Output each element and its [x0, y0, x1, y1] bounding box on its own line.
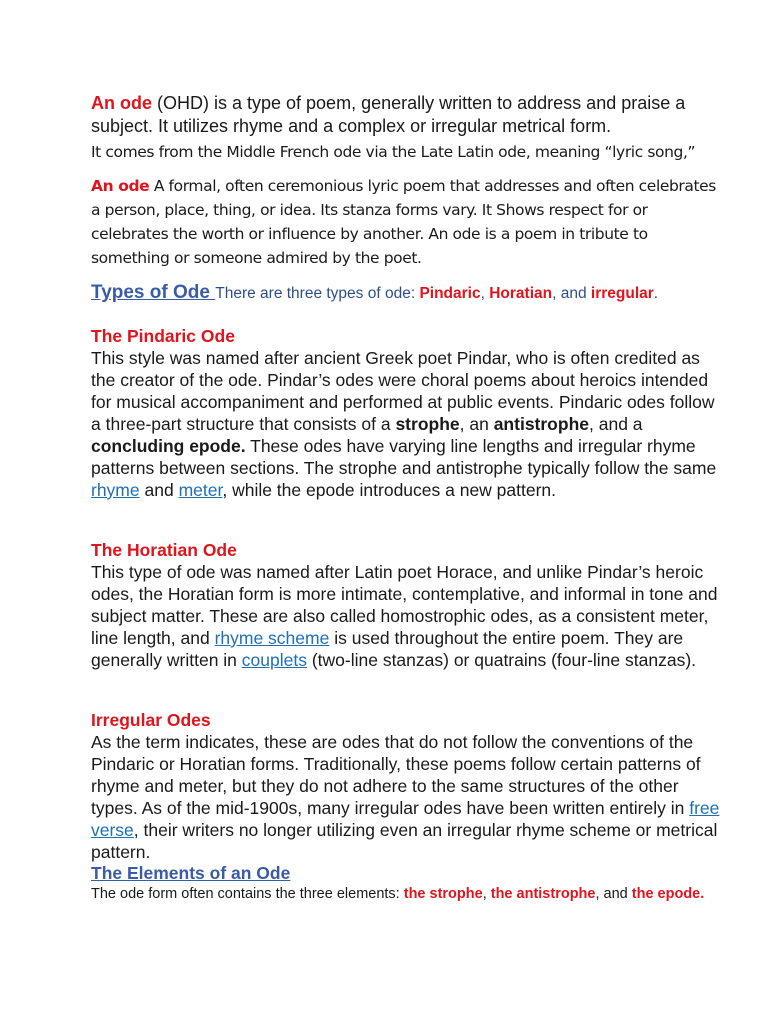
body-text: This style was named after ancient Greek poet Pindar, who is often credited as the creator of the ode. Pindar’s odes were choral poems about heroics intended for musical accompaniment and performed at public events. Pindaric odes follow a three-part structure that consists of a [91, 348, 715, 434]
type-horatian: Horatian [489, 285, 553, 302]
pindaric-heading: The Pindaric Ode [91, 326, 235, 346]
elements-heading: The Elements of an Ode [91, 863, 291, 883]
types-lead: There are three types of ode: [215, 285, 420, 302]
rhyme-scheme-link[interactable]: rhyme scheme [214, 628, 330, 648]
element-strophe: the strophe [403, 886, 483, 902]
irregular-heading: Irregular Odes [91, 710, 211, 730]
body-text: (two-line stanzas) or quatrains (four-line stanzas). [306, 650, 697, 670]
body-text: , an [459, 414, 494, 434]
meter-link[interactable]: meter [178, 480, 223, 500]
type-pindaric: Pindaric [419, 285, 481, 302]
intro-paragraph-1 [91, 92, 728, 138]
type-irregular: irregular [590, 285, 654, 302]
ode-term: An ode [91, 177, 150, 195]
body-text: As the term indicates, these are odes that do not follow the conventions of the Pindaric or Horatian forms. Traditionally, these poems follow certain patterns of rhyme and meter, but they do not adhere to the same structures of the other types. As of the mid-1900s, many irregular odes have been written entirely in [91, 732, 701, 818]
pindaric-section [91, 325, 728, 501]
irregular-section [91, 709, 728, 863]
irregular-body [91, 731, 728, 863]
element-epode: the epode [631, 886, 701, 902]
separator: , and [552, 285, 591, 302]
horatian-heading: The Horatian Ode [91, 540, 237, 560]
couplets-link[interactable]: couplets [241, 650, 307, 670]
term-strophe: strophe [395, 414, 460, 434]
horatian-body [91, 561, 728, 671]
intro-paragraph-3 [91, 174, 728, 270]
free-verse-link[interactable]: free verse [91, 798, 720, 840]
separator: , [480, 285, 490, 302]
horatian-section [91, 539, 728, 671]
element-antistrophe: the antistrophe [490, 886, 596, 902]
body-text: , and a [589, 414, 643, 434]
body-text: This type of ode was named after Latin poet Horace, and unlike Pindar’s heroic odes, the Horatian form is more intimate, contemplative, and informal in tone and subject matter. These are also called homostrophic odes, as a consistent meter, line length, and [91, 562, 718, 648]
elements-section [91, 862, 728, 904]
elements-body [91, 884, 728, 904]
body-text: and [139, 480, 179, 500]
separator: , [482, 886, 491, 902]
body-text: is used throughout the entire poem. They are generally written in [91, 628, 684, 670]
body-text: The ode form often contains the three elements: [91, 886, 404, 902]
body-text: These odes have varying line lengths and irregular rhyme patterns between sections. The strophe and antistrophe typically follow the same [91, 436, 717, 478]
intro-paragraph-2: It comes from the Middle French ode via the Late Latin ode, meaning “lyric song,” [91, 143, 696, 161]
period: . [700, 886, 705, 902]
body-text: , while the epode introduces a new pattern. [222, 480, 557, 500]
separator: , and [595, 886, 632, 902]
types-of-ode [91, 280, 728, 307]
ode-term: An ode [91, 93, 152, 113]
period: . [653, 285, 659, 302]
term-concluding-epode: concluding epode. [91, 436, 246, 456]
rhyme-link[interactable]: rhyme [91, 480, 140, 500]
definition-text: A formal, often ceremonious lyric poem that addresses and often celebrates a person, place, thing, or idea. Its stanza forms vary. It Shows respect for or celebrates the worth or influence by another. An ode is a poem in tribute to something or someone admired by the poet. [91, 177, 716, 267]
intro-text: (OHD) is a type of poem, generally written to address and praise a subject. It utilizes rhyme and a complex or irregular metrical form. [91, 93, 686, 136]
body-text: , their writers no longer utilizing even an irregular rhyme scheme or metrical pattern. [91, 820, 718, 862]
pindaric-body [91, 347, 728, 501]
term-antistrophe: antistrophe [493, 414, 589, 434]
types-title: Types of Ode [91, 282, 216, 303]
